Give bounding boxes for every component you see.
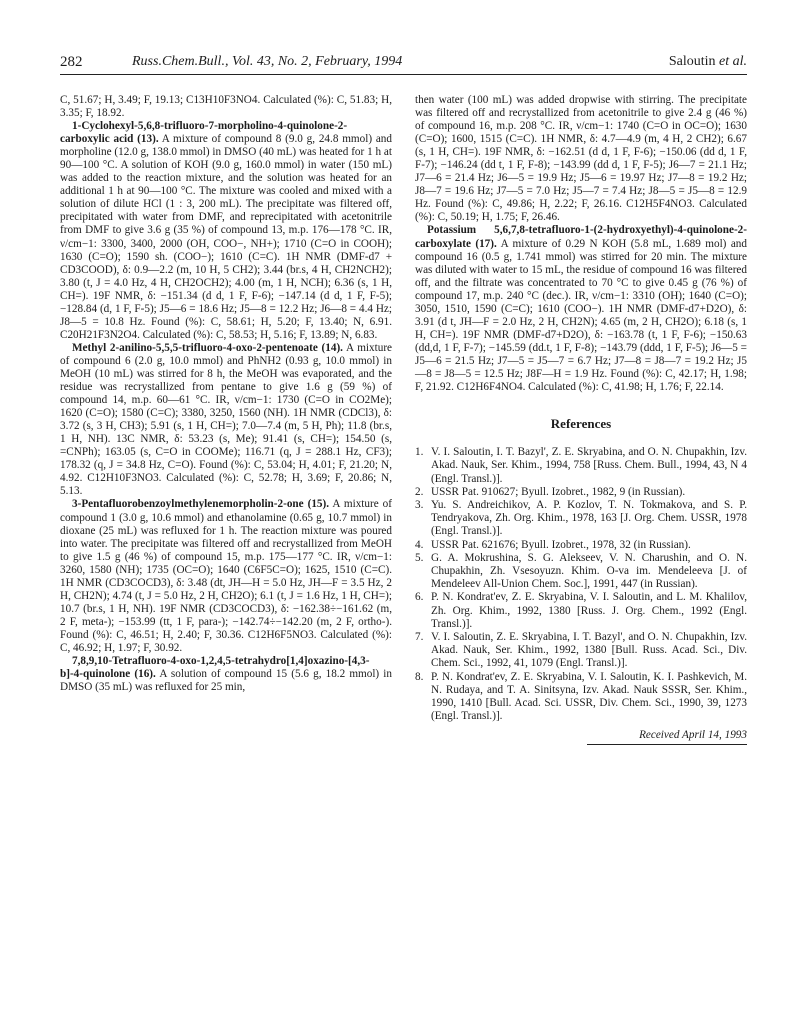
compound-15-body: A mixture of compound 1 (3.0 g, 10.6 mmol) and ethanolamine (0.65 g, 10.7 mmol) in dioxane (25 mL) was refluxed for 1 h. The reaction mixture was poured into water. The precipitate was filtered off and recrystallized from MeOH to give 1.5 g (46 %) of compound 15, m.p. 175—177 °C. IR, ν/cm−1: 3260, 1580 (NH); 1735 (OC=O); 1640 (C6F5C=O); 1625, 1510 (C=C). 1H NMR (CD3COCD3), δ: 3.48 (dt, JH—H = 5.0 Hz, JH—F = 3.5 Hz, 2 H, CH2N); 4.74 (t, J = 5.0 Hz, 2 H, CH2O); 6.1 (t, J = 1.6 Hz, 1 H, CH=); 10.7 (br.s, 1 H, NH). 19F NMR (CD3COCD3), δ: −162.38÷−161.62 (m, 2 F, meta-); −153.99 (tt, 1 F, para-); −142.74÷−142.20 (m, 2 F, ortho-). Found (%): C, 46.51; H, 2.40; F, 30.36. C12H6F5NO3. Calculated (%): C, 46.92; H, 1.97; F, 30.92. xyxy=(60,498,392,654)
author-name: Saloutin xyxy=(668,54,716,69)
compound-17-title: Potassium 5,6,7,8-tetrafluoro-1-(2-hydroxyethyl)-4-quinolone-2-carboxylate (17). xyxy=(415,224,747,250)
reference-number: 7. xyxy=(415,630,424,643)
author-etal: et al. xyxy=(719,54,747,69)
paragraph-compound-15 xyxy=(60,498,392,655)
reference-text: P. N. Kondrat'ev, Z. E. Skryabina, V. I. Saloutin, K. I. Pashkevich, M. N. Rudaya, and T. A. Sinitsyna, Izv. Akad. Nauk SSSR, Ser. Khim., 1990, 1410 [Bull. Acad. Sci. USSR, Div. Chem. Sci., 1990, 39, 1273 (Engl. Transl.)]. xyxy=(431,670,747,723)
reference-number: 8. xyxy=(415,670,424,683)
reference-item xyxy=(415,671,747,724)
running-header xyxy=(60,54,747,76)
reference-item xyxy=(415,539,747,552)
reference-item xyxy=(415,591,747,631)
compound-14-title: Methyl 2-anilino-5,5,5-trifluoro-4-oxo-2-pentenoate (14). xyxy=(72,341,343,354)
reference-number: 3. xyxy=(415,498,424,511)
reference-item xyxy=(415,486,747,499)
paragraph-compound-17 xyxy=(415,224,747,394)
compound-15-title: 3-Pentafluorobenzoylmethylenemorpholin-2-one (15). xyxy=(72,498,330,511)
left-column xyxy=(60,94,392,694)
references-list xyxy=(415,446,747,723)
compound-16-body: A solution of compound 15 (5.6 g, 18.2 mmol) in DMSO (35 mL) was refluxed for 25 min, xyxy=(60,668,392,694)
reference-number: 1. xyxy=(415,446,424,459)
reference-number: 6. xyxy=(415,591,424,604)
reference-item xyxy=(415,631,747,671)
compound-16-title: 7,8,9,10-Tetrafluoro-4-oxo-1,2,4,5-tetrahydro[1,4]oxazino-[4,3-b]-4-quinolone (16). xyxy=(60,655,370,681)
running-author xyxy=(669,54,747,70)
right-column xyxy=(415,94,747,745)
compound-14-body: A mixture of compound 6 (2.0 g, 10.0 mmol) and PhNH2 (0.93 g, 10.0 mmol) in MeOH (10 mL) was stirred for 8 h, the MeOH was evaporated, and the residue was recrystallized from pentane to give 1.6 g (59 %) of compound 14, m.p. 60—61 °C. IR, ν/cm−1: 1730 (C=O in CO2Me); 1620 (C=O); 1580 (C=C); 3380, 3250, 1560 (NH). 1H NMR (CDCl3), δ: 3.72 (s, 3 H, CH3); 5.91 (s, 1 H, CH=); 7.0—7.4 (m, 5 H, Ph); 11.8 (br.s, 1 H, NH). 13C NMR, δ: 53.23 (s, Me); 91.41 (s, CH=); 154.50 (s, =CNPh); 163.05 (s, C=O in COOMe); 116.71 (q, J = 288.1 Hz, CF3); 178.32 (q, J = 34.8 Hz, C=O). Found (%): C, 53.04; H, 4.01; F, 21.20; N, 4.92. C12H10F3NO3. Calculated (%): C, 52.78; H, 3.69; F, 20.86; N, 5.13. xyxy=(60,341,393,498)
received-date: Received April 14, 1993 xyxy=(587,729,747,745)
compound-13-title: 1-Cyclohexyl-5,6,8-trifluoro-7-morpholino-4-quinolone-2-carboxylic acid (13). xyxy=(60,120,348,146)
reference-item xyxy=(415,446,747,486)
reference-number: 5. xyxy=(415,551,424,564)
header-rule xyxy=(60,74,747,75)
paragraph-compound-16-continued: then water (100 mL) was added dropwise with stirring. The precipitate was filtered off and recrystallized from acetonitrile to give 2.4 g (46 %) of compound 16, m.p. 208 °C. IR, ν/cm−1: 1740 (C=O in OC=O); 1630 (C=O); 1600, 1515 (C=C). 1H NMR, δ: 4.7—4.9 (m, 4 H, 2 CH2); 6.67 (s, 1 H, CH=). 19F NMR, δ: −162.51 (d d, 1 F, F-6); −150.06 (dd d, 1 F, F-7); −146.24 (dd t, 1 F, F-8); −143.99 (dd d, 1 F, F-5); J6—7 = 21.1 Hz; J7—6 = 21.4 Hz; J6—5 = 19.9 Hz; J5—6 = 19.97 Hz; J7—8 = 19.2 Hz; J8—7 = 19.6 Hz; J7—5 = 7.0 Hz; J5—7 = 7.4 Hz; J8—5 = J5—8 = 12.9 Hz. Found (%): C, 49.86; H, 2.22; F, 26.16. C12H5F4NO3. Calculated (%): C, 50.19; H, 1.75; F, 26.46. xyxy=(415,94,747,224)
reference-text: USSR Pat. 910627; Byull. Izobret., 1982, 9 (in Russian). xyxy=(431,485,686,498)
page-number: 282 xyxy=(60,54,83,70)
reference-text: P. N. Kondrat'ev, Z. E. Skryabina, V. I. Saloutin, and L. M. Khalilov, Zh. Org. Khim., 1992, 1380 [Russ. J. Org. Chem., 1992 (Engl. Transl.)]. xyxy=(431,591,747,630)
paragraph-compound-14 xyxy=(60,342,392,499)
reference-item xyxy=(415,499,747,539)
reference-text: USSR Pat. 621676; Byull. Izobret., 1978, 32 (in Russian). xyxy=(431,538,691,551)
paragraph-compound-16 xyxy=(60,655,392,694)
journal-citation: Russ.Chem.Bull., Vol. 43, No. 2, February, 1994 xyxy=(132,54,403,69)
compound-17-body: A mixture of 0.29 N KOH (5.8 mL, 1.689 mol) and compound 16 (0.5 g, 1.741 mmol) was stirred for 20 min. The mixture was diluted with water to 15 mL, the residue of compound 16 was filtered off, and the filtrate was concentrated to 70 °C to give 0.45 g (76 %) of compound 17, m.p. 240 °C (dec.). IR, ν/cm−1: 3310 (OH); 1640 (C=O); 3050, 1510, 1590 (C=C); 1610 (COO−). 1H NMR (DMF-d7+D2O), δ: 3.91 (d t, JH—F = 2.0 Hz, 2 H, CH2N); 4.65 (m, 2 H, CH2O); 6.18 (s, 1 H, CH=). 19F NMR (DMF-d7+D2O), δ: −163.78 (t, 1 F, F-6); −150.63 (dd,d, 1 F, F-7); −145.59 (dd.t, 1 F, F-8); −143.79 (ddd, 1 F, F-5); J6—5 = J5—6 = 21.5 Hz; J7—5 = J5—7 = 6.7 Hz; J7—8 = J8—7 = 19.2 Hz; J5—8 = J8—5 = 12.5 Hz; J8F—H = 1.9 Hz. Found (%): C, 42.17; H, 1.98; F, 21.92. C12H6F4NO4. Calculated (%): C, 41.98; H, 1.76; F, 22.14. xyxy=(415,237,747,394)
paragraph-elemental-analysis: C, 51.67; H, 3.49; F, 19.13; C13H10F3NO4. Calculated (%): C, 51.83; H, 3.35; F, 18.92. xyxy=(60,94,392,120)
reference-text: G. A. Mokrushina, S. G. Alekseev, V. N. Charushin, and O. N. Chupakhin, Zh. Vsesoyuzn. Khim. O-va im. Mendeleeva [J. of Mendeleev All-Union Chem. Soc.], 1991, 447 (in Russian). xyxy=(431,551,747,591)
reference-text: V. I. Saloutin, I. T. Bazyl', Z. E. Skryabina, and O. N. Chupakhin, Izv. Akad. Nauk, Ser. Khim., 1994, 758 [Russ. Chem. Bull., 1994, 43, N 4 (Engl. Transl.)]. xyxy=(431,446,747,485)
paragraph-compound-13 xyxy=(60,120,392,342)
reference-number: 2. xyxy=(415,485,424,498)
reference-number: 4. xyxy=(415,538,424,551)
reference-text: Yu. S. Andreichikov, A. P. Kozlov, T. N. Tokmakova, and S. P. Tendryakova, Zh. Org. Khim., 1978, 163 [J. Org. Chem. USSR, 1978 (Engl. Transl.)]. xyxy=(431,498,747,538)
reference-text: V. I. Saloutin, Z. E. Skryabina, I. T. Bazyl', and O. N. Chupakhin, Izv. Akad. Nauk, Ser. Khim., 1992, 1380 [Bull. Russ. Acad. Sci., Div. Chem. Sci., 1992, 41, 1079 (Engl. Transl.)]. xyxy=(431,630,747,670)
reference-item xyxy=(415,552,747,592)
compound-13-body: A mixture of compound 8 (9.0 g, 24.8 mmol) and morpholine (12.0 g, 138.0 mmol) in DMSO (40 mL) was heated for 1 h at 90—100 °C. A solution of KOH (9.0 g, 160.0 mmol) in water (150 mL) was added to the reaction mixture, and the solution was heated for an additional 1 h at 90—100 °C. The mixture was cooled and mixed with a solution of dilute HCl (1 : 3, 200 mL). The precipitate was filtered off, precipitated with water from DMF, and reprecipitated with acetonitrile from DMF to give 3.6 g (35 %) of compound 13, m.p. 176—178 °C. IR, ν/cm−1: 3300, 3400, 2000 (OH, COO−, NH+); 1710 (C=O in COOH); 1630 (C=O); 1590 sh. (COO−); 1610 (C=C). 1H NMR (DMF-d7 + CD3COOD), δ: 0.9—2.2 (m, 10 H, 5 CH2); 3.44 (br.s, 4 H, CH2NCH2); 3.80 (t, J = 4.0 Hz, 4 H, CH2OCH2); 4.00 (m, 1 H, NCH); 6.36 (s, 1 H, CH=). 19F NMR, δ: −151.34 (d d, 1 F, F-6); −147.14 (d d, 1 F, F-5); −128.84 (d, 1 F, F-5); J5—6 = 18.6 Hz; J5—8 = 12.2 Hz; J6—8 = 4.4 Hz; J8—5 = 10.8 Hz. Found (%): C, 58.61; H, 5.20; F, 13.40; N, 6.91. C20H21F3N2O4. Calculated (%): C, 58.53; H, 5.16; F, 13.89; N, 6.83. xyxy=(60,133,392,341)
references-heading: References xyxy=(550,416,612,432)
